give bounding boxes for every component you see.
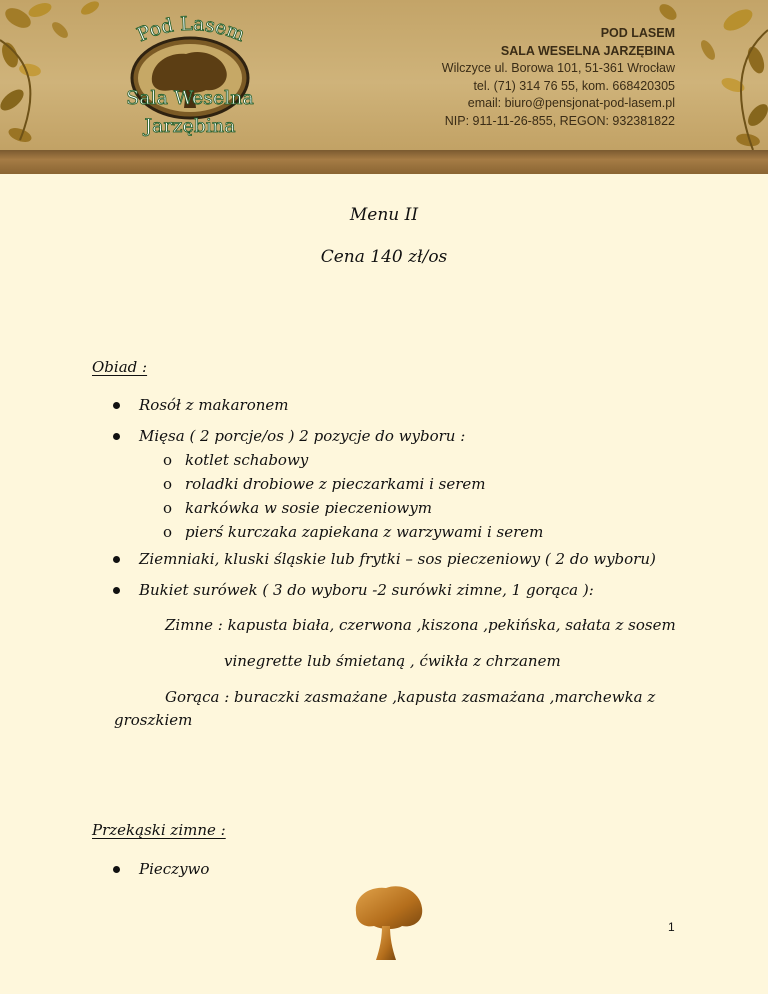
sub-list-item: kotlet schabowy <box>185 451 309 469</box>
contact-line-venue: SALA WESELNA JARZĘBINA <box>500 43 675 58</box>
cold-salads-line-1: Zimne : kapusta biała, czerwona ,kiszona ,pekińska, sałata z sosem <box>165 616 676 634</box>
logo-top-text: Pod Lasem <box>133 12 248 47</box>
menu-title: Menu II <box>349 205 419 225</box>
contact-line-name: POD LASEM <box>600 26 675 40</box>
menu-price: Cena 140 zł/os <box>320 247 448 267</box>
list-item: Mięsa ( 2 porcje/os ) 2 pozycje do wyboru : <box>139 427 466 445</box>
list-item: Ziemniaki, kluski śląskie lub frytki – sos pieczeniowy ( 2 do wyboru) <box>139 550 656 568</box>
sub-list-item: pierś kurczaka zapiekana z warzywami i serem <box>185 523 544 541</box>
contact-line-tax: NIP: 911-11-26-855, REGON: 932381822 <box>444 113 675 128</box>
bullet-icon <box>113 402 120 409</box>
bullet-icon <box>113 587 120 594</box>
list-item: Pieczywo <box>139 860 210 878</box>
sub-list-item: roladki drobiowe z pieczarkami i serem <box>185 475 486 493</box>
tree-emblem-icon <box>352 882 424 962</box>
contact-line-email: email: biuro@pensjonat-pod-lasem.pl <box>467 96 675 110</box>
contact-info <box>442 25 675 130</box>
bullet-icon <box>113 866 120 873</box>
sub-list-item: karkówka w sosie pieczeniowym <box>185 499 432 517</box>
section-heading-obiad: Obiad : <box>92 358 148 376</box>
header-divider-strip <box>0 150 768 174</box>
bullet-icon <box>113 556 120 563</box>
venue-logo <box>110 12 270 140</box>
list-item: Bukiet surówek ( 3 do wyboru -2 surówki zimne, 1 gorąca ): <box>139 581 594 599</box>
hot-salads-line-1: Gorąca : buraczki zasmażane ,kapusta zasmażana ,marchewka z <box>165 688 656 706</box>
logo-bottom-text: Jarzębina <box>144 115 236 137</box>
list-item: Rosół z makaronem <box>139 396 289 414</box>
page-number: 1 <box>668 920 675 934</box>
bullet-icon <box>113 433 120 440</box>
sub-bullet-icon: o <box>163 499 173 517</box>
cold-salads-line-2: vinegrette lub śmietaną , ćwikła z chrzanem <box>224 652 561 670</box>
section-heading-przekaski: Przekąski zimne : <box>92 821 226 839</box>
sub-bullet-icon: o <box>163 451 173 469</box>
hot-salads-line-2: groszkiem <box>114 711 193 729</box>
leaves-decoration-left <box>0 0 110 150</box>
sub-bullet-icon: o <box>163 475 173 493</box>
logo-mid-text: Sala Weselna <box>126 87 254 109</box>
letterhead <box>0 0 768 150</box>
contact-line-address: Wilczyce ul. Borowa 101, 51-361 Wrocław <box>441 61 675 75</box>
sub-bullet-icon: o <box>163 523 173 541</box>
contact-line-phone: tel. (71) 314 76 55, kom. 668420305 <box>473 78 675 93</box>
